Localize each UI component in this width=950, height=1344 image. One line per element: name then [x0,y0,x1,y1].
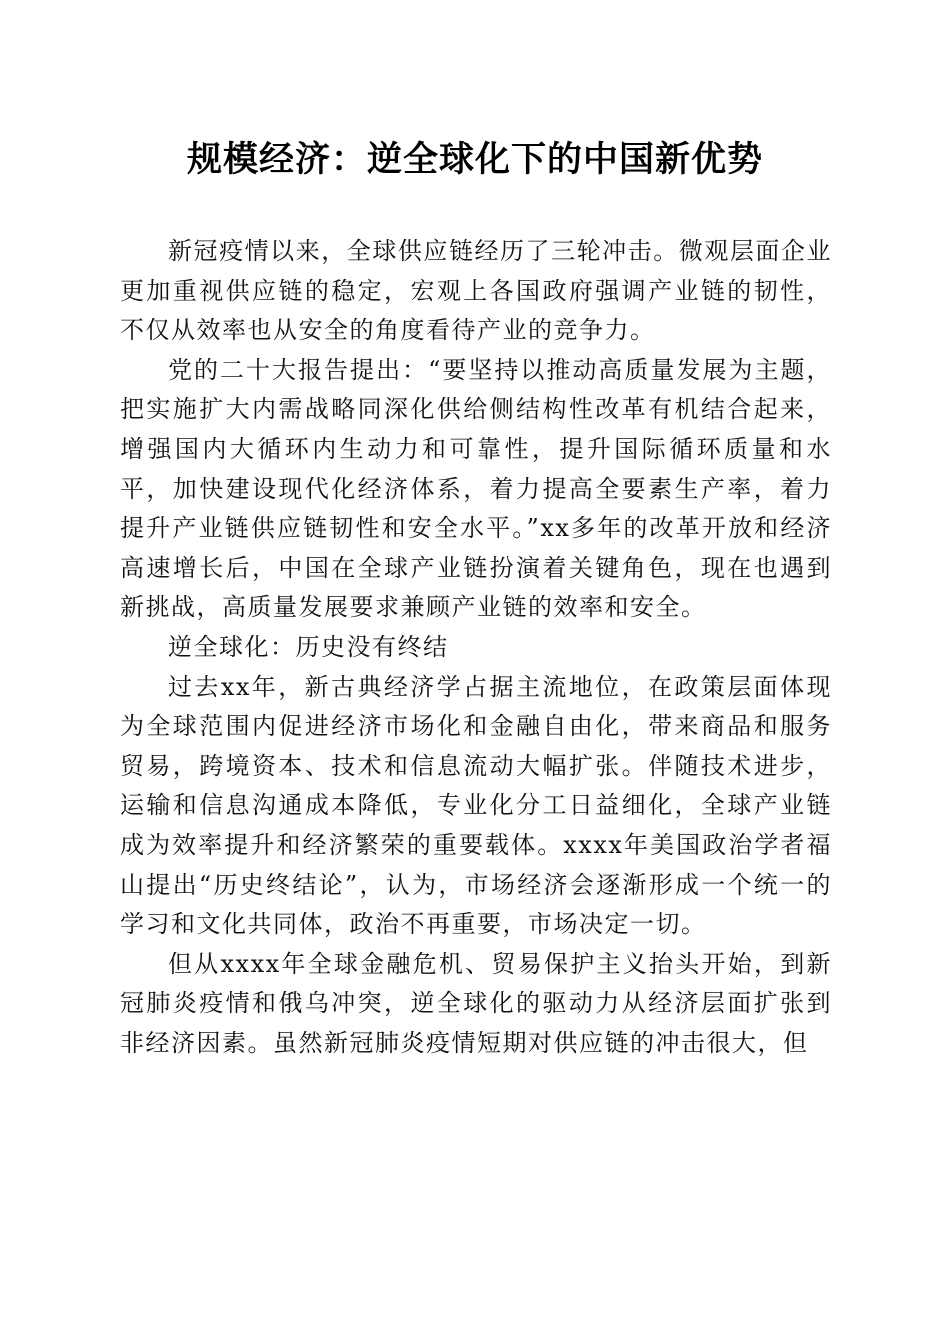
paragraph: 过去xx年，新古典经济学占据主流地位，在政策层面体现为全球范围内促进经济市场化和金融自由化，带来商品和服务贸易，跨境资本、技术和信息流动大幅扩张。伴随技术进步，运输和信息沟通成本降低，专业化分工日益细化，全球产业链成为效率提升和经济繁荣的重要载体。xxxx年美国政治学者福山提出“历史终结论”，认为，市场经济会逐渐形成一个统一的学习和文化共同体，政治不再重要，市场决定一切。 [120,672,832,939]
paragraph: 新冠疫情以来，全球供应链经历了三轮冲击。微观层面企业更加重视供应链的稳定，宏观上各国政府强调产业链的韧性，不仅从效率也从安全的角度看待产业的竞争力。 [120,237,832,345]
paragraph: 但从xxxx年全球金融危机、贸易保护主义抬头开始，到新冠肺炎疫情和俄乌冲突，逆全球化的驱动力从经济层面扩张到非经济因素。虽然新冠肺炎疫情短期对供应链的冲击很大，但 [120,949,832,1057]
document-title: 规模经济：逆全球化下的中国新优势 [186,139,763,180]
section-heading: 逆全球化：历史没有终结 [168,632,449,661]
document-body [120,232,832,1063]
paragraph: 党的二十大报告提出：“要坚持以推动高质量发展为主题，把实施扩大内需战略同深化供给侧结构性改革有机结合起来，增强国内大循环内生动力和可靠性，提升国际循环质量和水平，加快建设现代化经济体系，着力提高全要素生产率，着力提升产业链供应链韧性和安全水平。”xx多年的改革开放和经济高速增长后，中国在全球产业链扮演着关键角色，现在也遇到新挑战，高质量发展要求兼顾产业链的效率和安全。 [120,355,832,622]
